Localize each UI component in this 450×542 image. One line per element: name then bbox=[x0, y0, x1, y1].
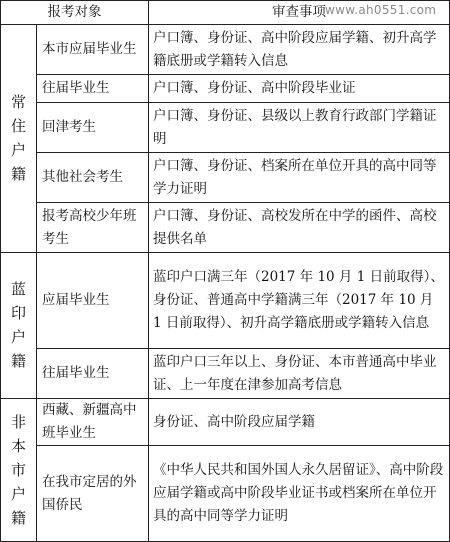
items-cell: 户口簿、身份证、县级以上教育行政部门学籍证明 bbox=[149, 103, 450, 153]
target-cell: 在我市定居的外国侨民 bbox=[37, 446, 149, 542]
group-label-blue-stamp: 蓝印户籍 bbox=[1, 253, 37, 399]
header-target: 报考对象 bbox=[1, 1, 149, 25]
items-cell: 户口簿、身份证、高中阶段应届学籍、初升高学籍底册或学籍转入信息 bbox=[149, 25, 450, 75]
watermark: www.ah0551.com bbox=[325, 3, 437, 17]
items-cell: 户口簿、身份证、档案所在单位开具的高中同等学力证明 bbox=[149, 153, 450, 203]
table-row bbox=[1, 253, 450, 349]
table-row bbox=[1, 25, 450, 75]
table-row bbox=[1, 103, 450, 153]
group-label-resident: 常住户籍 bbox=[1, 25, 37, 253]
table-row bbox=[1, 349, 450, 399]
items-cell: 蓝印户口满三年（2017 年 10 月 1 日前取得）、身份证、普通高中学籍满三年（2017 年 10 月 1 日前取得）、初升高学籍底册或学籍转入信息 bbox=[149, 253, 450, 349]
table-row bbox=[1, 75, 450, 103]
target-cell: 往届毕业生 bbox=[37, 75, 149, 103]
target-cell: 西藏、新疆高中班毕业生 bbox=[37, 399, 149, 446]
target-cell: 往届毕业生 bbox=[37, 349, 149, 399]
target-cell: 报考高校少年班考生 bbox=[37, 203, 149, 253]
items-cell: 户口簿、身份证、高校发所在中学的函件、高校提供名单 bbox=[149, 203, 450, 253]
target-cell: 应届毕业生 bbox=[37, 253, 149, 349]
table-header-row bbox=[1, 1, 450, 25]
table-row bbox=[1, 399, 450, 446]
items-cell: 《中华人民共和国外国人永久居留证》、高中阶段应届学籍或高中阶段毕业证书或档案所在单位开具的高中同等学力证明 bbox=[149, 446, 450, 542]
table-row bbox=[1, 203, 450, 253]
target-cell: 其他社会考生 bbox=[37, 153, 149, 203]
items-cell: 身份证、高中阶段应届学籍 bbox=[149, 399, 450, 446]
table-row bbox=[1, 153, 450, 203]
group-label-non-local: 非本市户籍 bbox=[1, 399, 37, 542]
table-row bbox=[1, 446, 450, 542]
items-cell: 户口簿、身份证、高中阶段毕业证 bbox=[149, 75, 450, 103]
target-cell: 本市应届毕业生 bbox=[37, 25, 149, 75]
items-cell: 蓝印户口三年以上、身份证、本市普通高中毕业证、上一年度在津参加高考信息 bbox=[149, 349, 450, 399]
header-items: 审查事项 bbox=[149, 1, 450, 25]
target-cell: 回津考生 bbox=[37, 103, 149, 153]
